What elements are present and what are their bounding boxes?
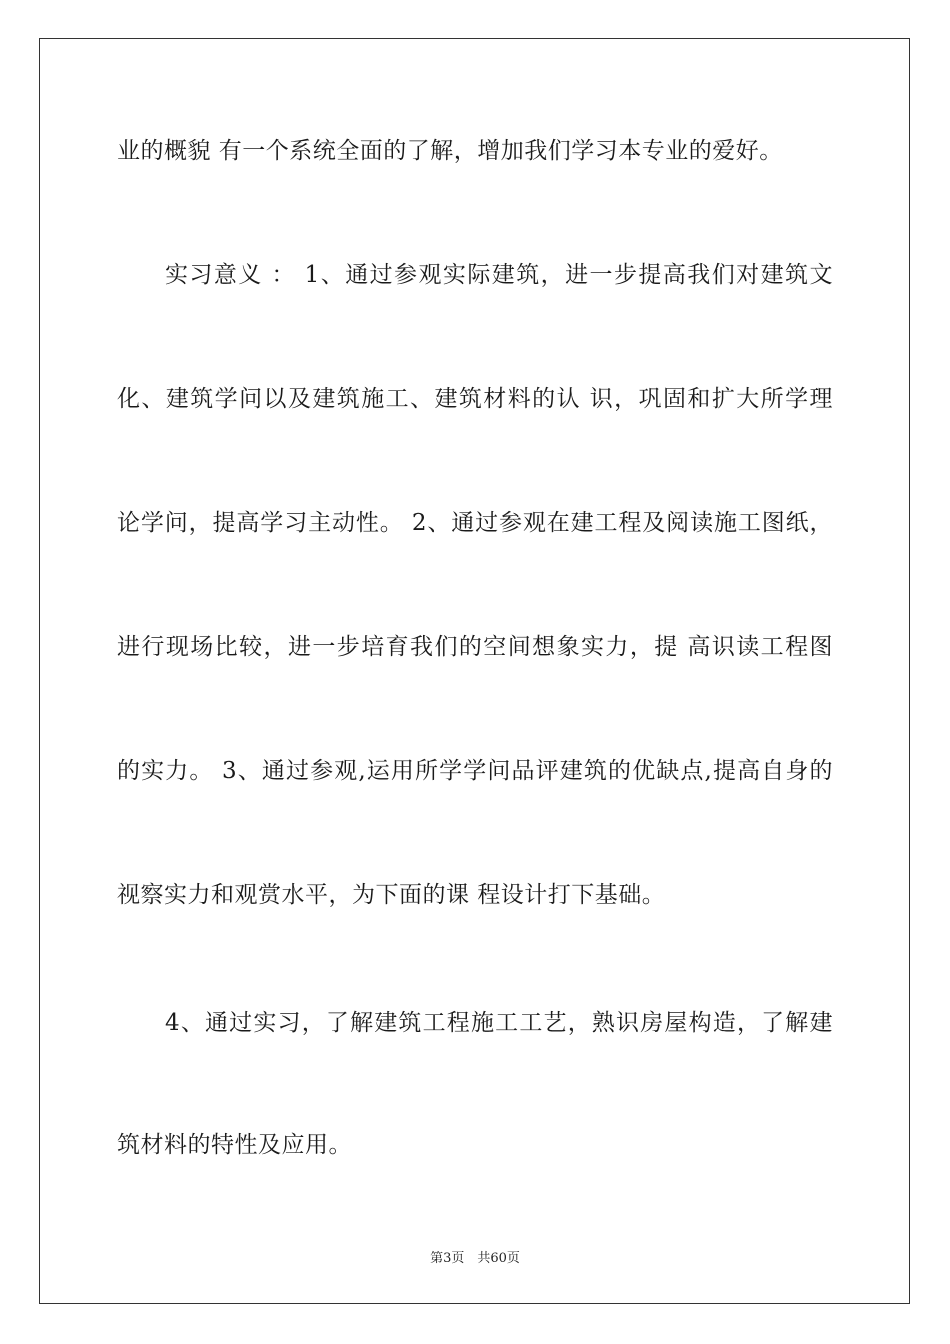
page-border [39,38,910,1304]
paragraph-line-4: 论学问，提高学习主动性。 2、通过参观在建工程及阅读施工图纸， [117,510,833,536]
paragraph-line-2: 实习意义 ： 1、通过参观实际建筑，进一步提高我们对建筑文 [165,262,833,288]
paragraph-line-3: 化、建筑学问以及建筑施工、建筑材料的认 识，巩固和扩大所学理 [117,386,833,412]
page-number-footer: 第3页 共60页 [430,1251,520,1266]
paragraph-line-7: 视察实力和观赏水平，为下面的课 程设计打下基础。 [117,882,666,908]
paragraph-line-8: 4、通过实习，了解建筑工程施工工艺，熟识房屋构造，了解建 [165,1010,833,1036]
paragraph-line-5: 进行现场比较，进一步培育我们的空间想象实力，提 高识读工程图 [117,634,833,660]
paragraph-line-9: 筑材料的特性及应用。 [117,1132,352,1158]
paragraph-line-6: 的实力。 3、通过参观,运用所学学问品评建筑的优缺点,提高自身的 [117,758,833,784]
paragraph-line-1: 业的概貌 有一个系统全面的了解，增加我们学习本专业的爱好。 [117,138,783,164]
